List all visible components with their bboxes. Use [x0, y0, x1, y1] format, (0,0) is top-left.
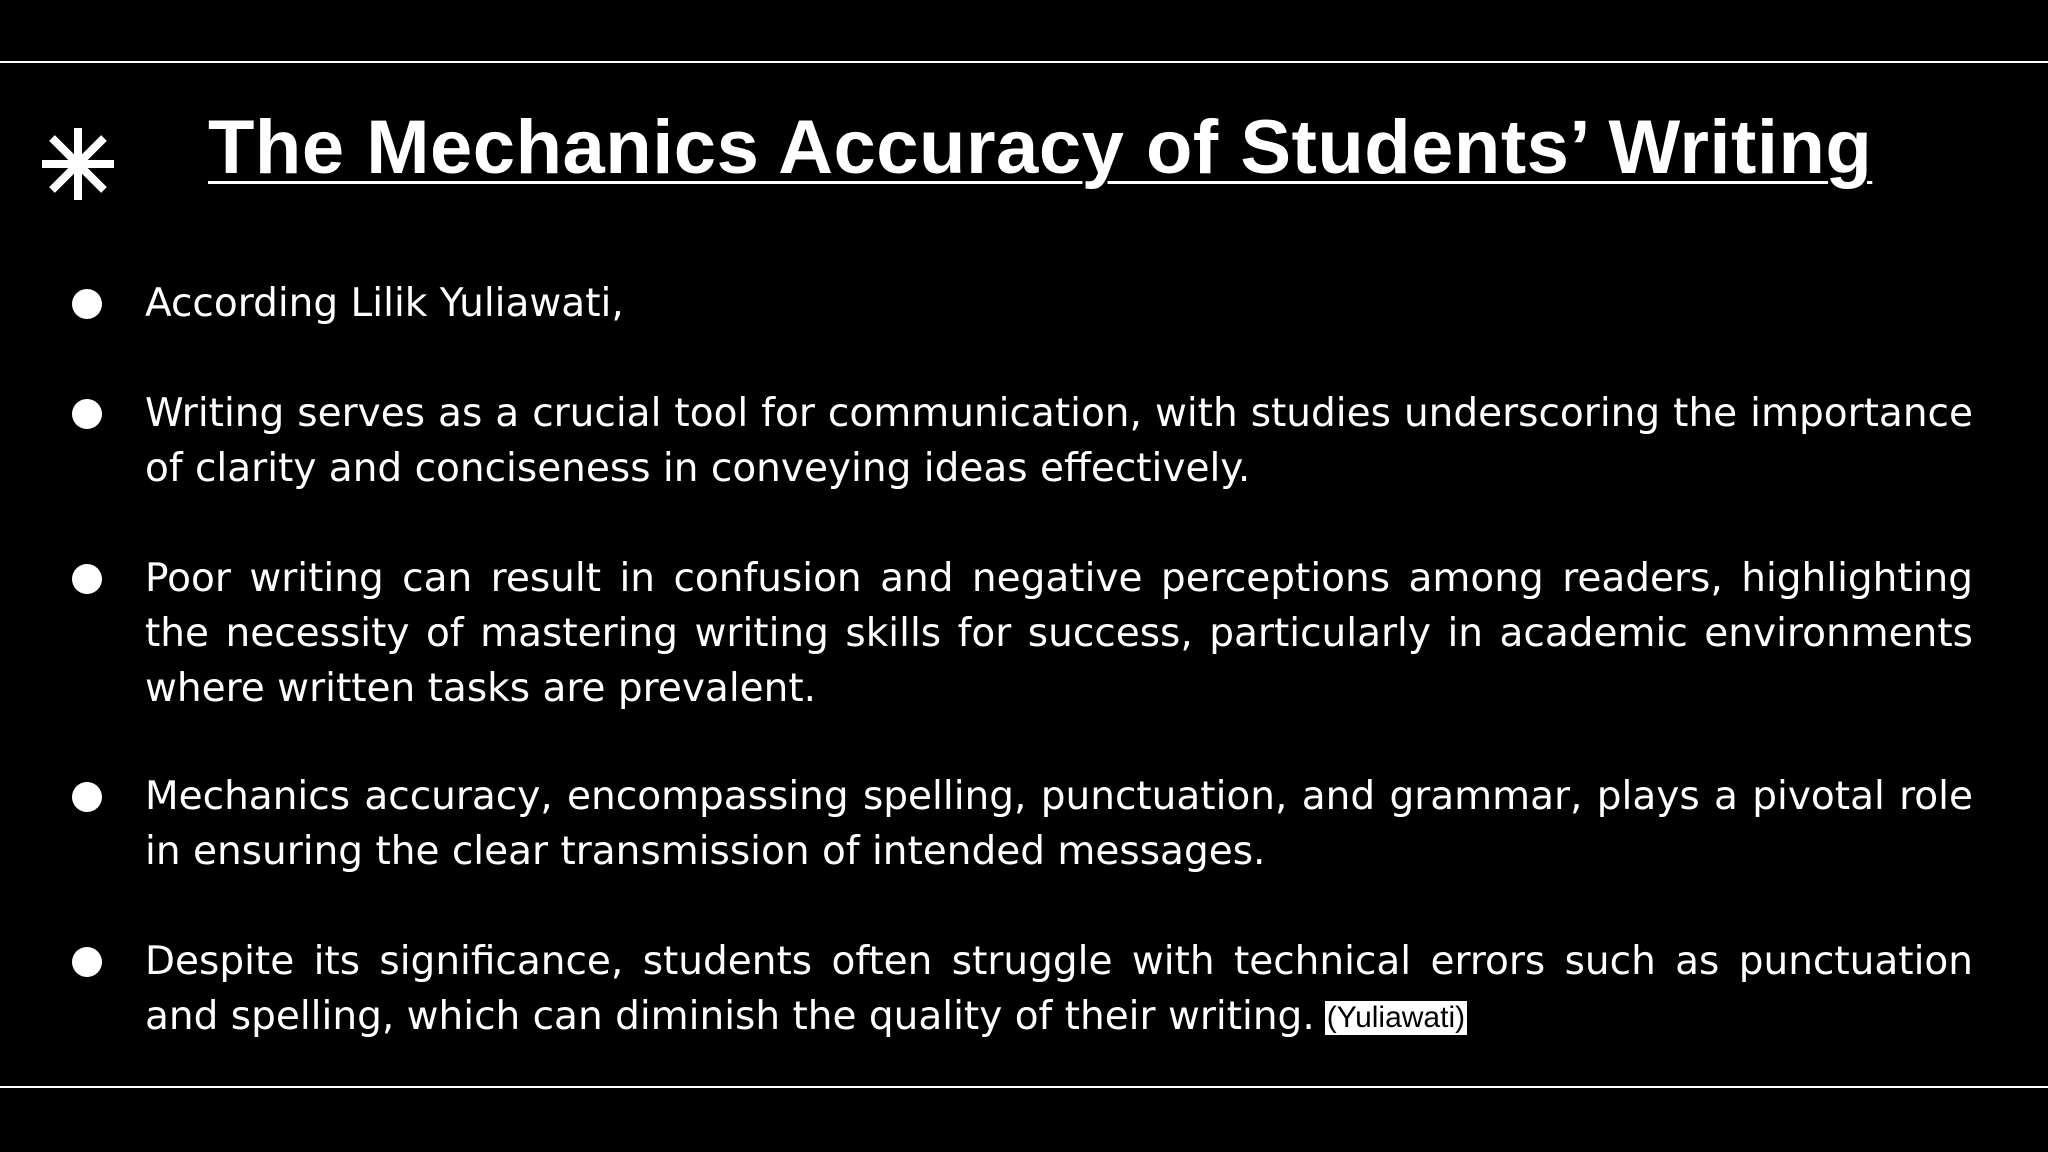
bullet-text: Writing serves as a crucial tool for communication, with studies underscoring the importance of clarity and conciseness in conveying ideas effectively.: [145, 391, 1973, 491]
bullet-item: [145, 276, 1973, 331]
bullet-dot-icon: [72, 289, 102, 319]
bullet-item: [145, 934, 1973, 1044]
bullet-text: Despite its significance, students often struggle with technical errors such as punctuation and spelling, which can diminish the quality of their writing.: [145, 939, 1973, 1039]
citation-label: (Yuliawati): [1326, 1001, 1466, 1034]
bullet-dot-icon: [72, 782, 102, 812]
slide-title: The Mechanics Accuracy of Students’ Writing: [208, 105, 1873, 190]
bullet-text: According Lilik Yuliawati,: [145, 281, 624, 326]
bottom-divider: [0, 1086, 2048, 1088]
bullet-text: Mechanics accuracy, encompassing spelling, punctuation, and grammar, plays a pivotal role in ensuring the clear transmission of intended messages.: [145, 774, 1973, 874]
bullet-dot-icon: [72, 947, 102, 977]
bullet-item: [145, 769, 1973, 879]
bullet-text: Poor writing can result in confusion and negative perceptions among readers, highlighting the necessity of mastering writing skills for success, particularly in academic environments where written tasks are prevalent.: [145, 556, 1973, 711]
bullet-dot-icon: [72, 399, 102, 429]
bullet-item: [145, 386, 1973, 496]
bullet-item: [145, 551, 1973, 716]
bullet-dot-icon: [72, 564, 102, 594]
